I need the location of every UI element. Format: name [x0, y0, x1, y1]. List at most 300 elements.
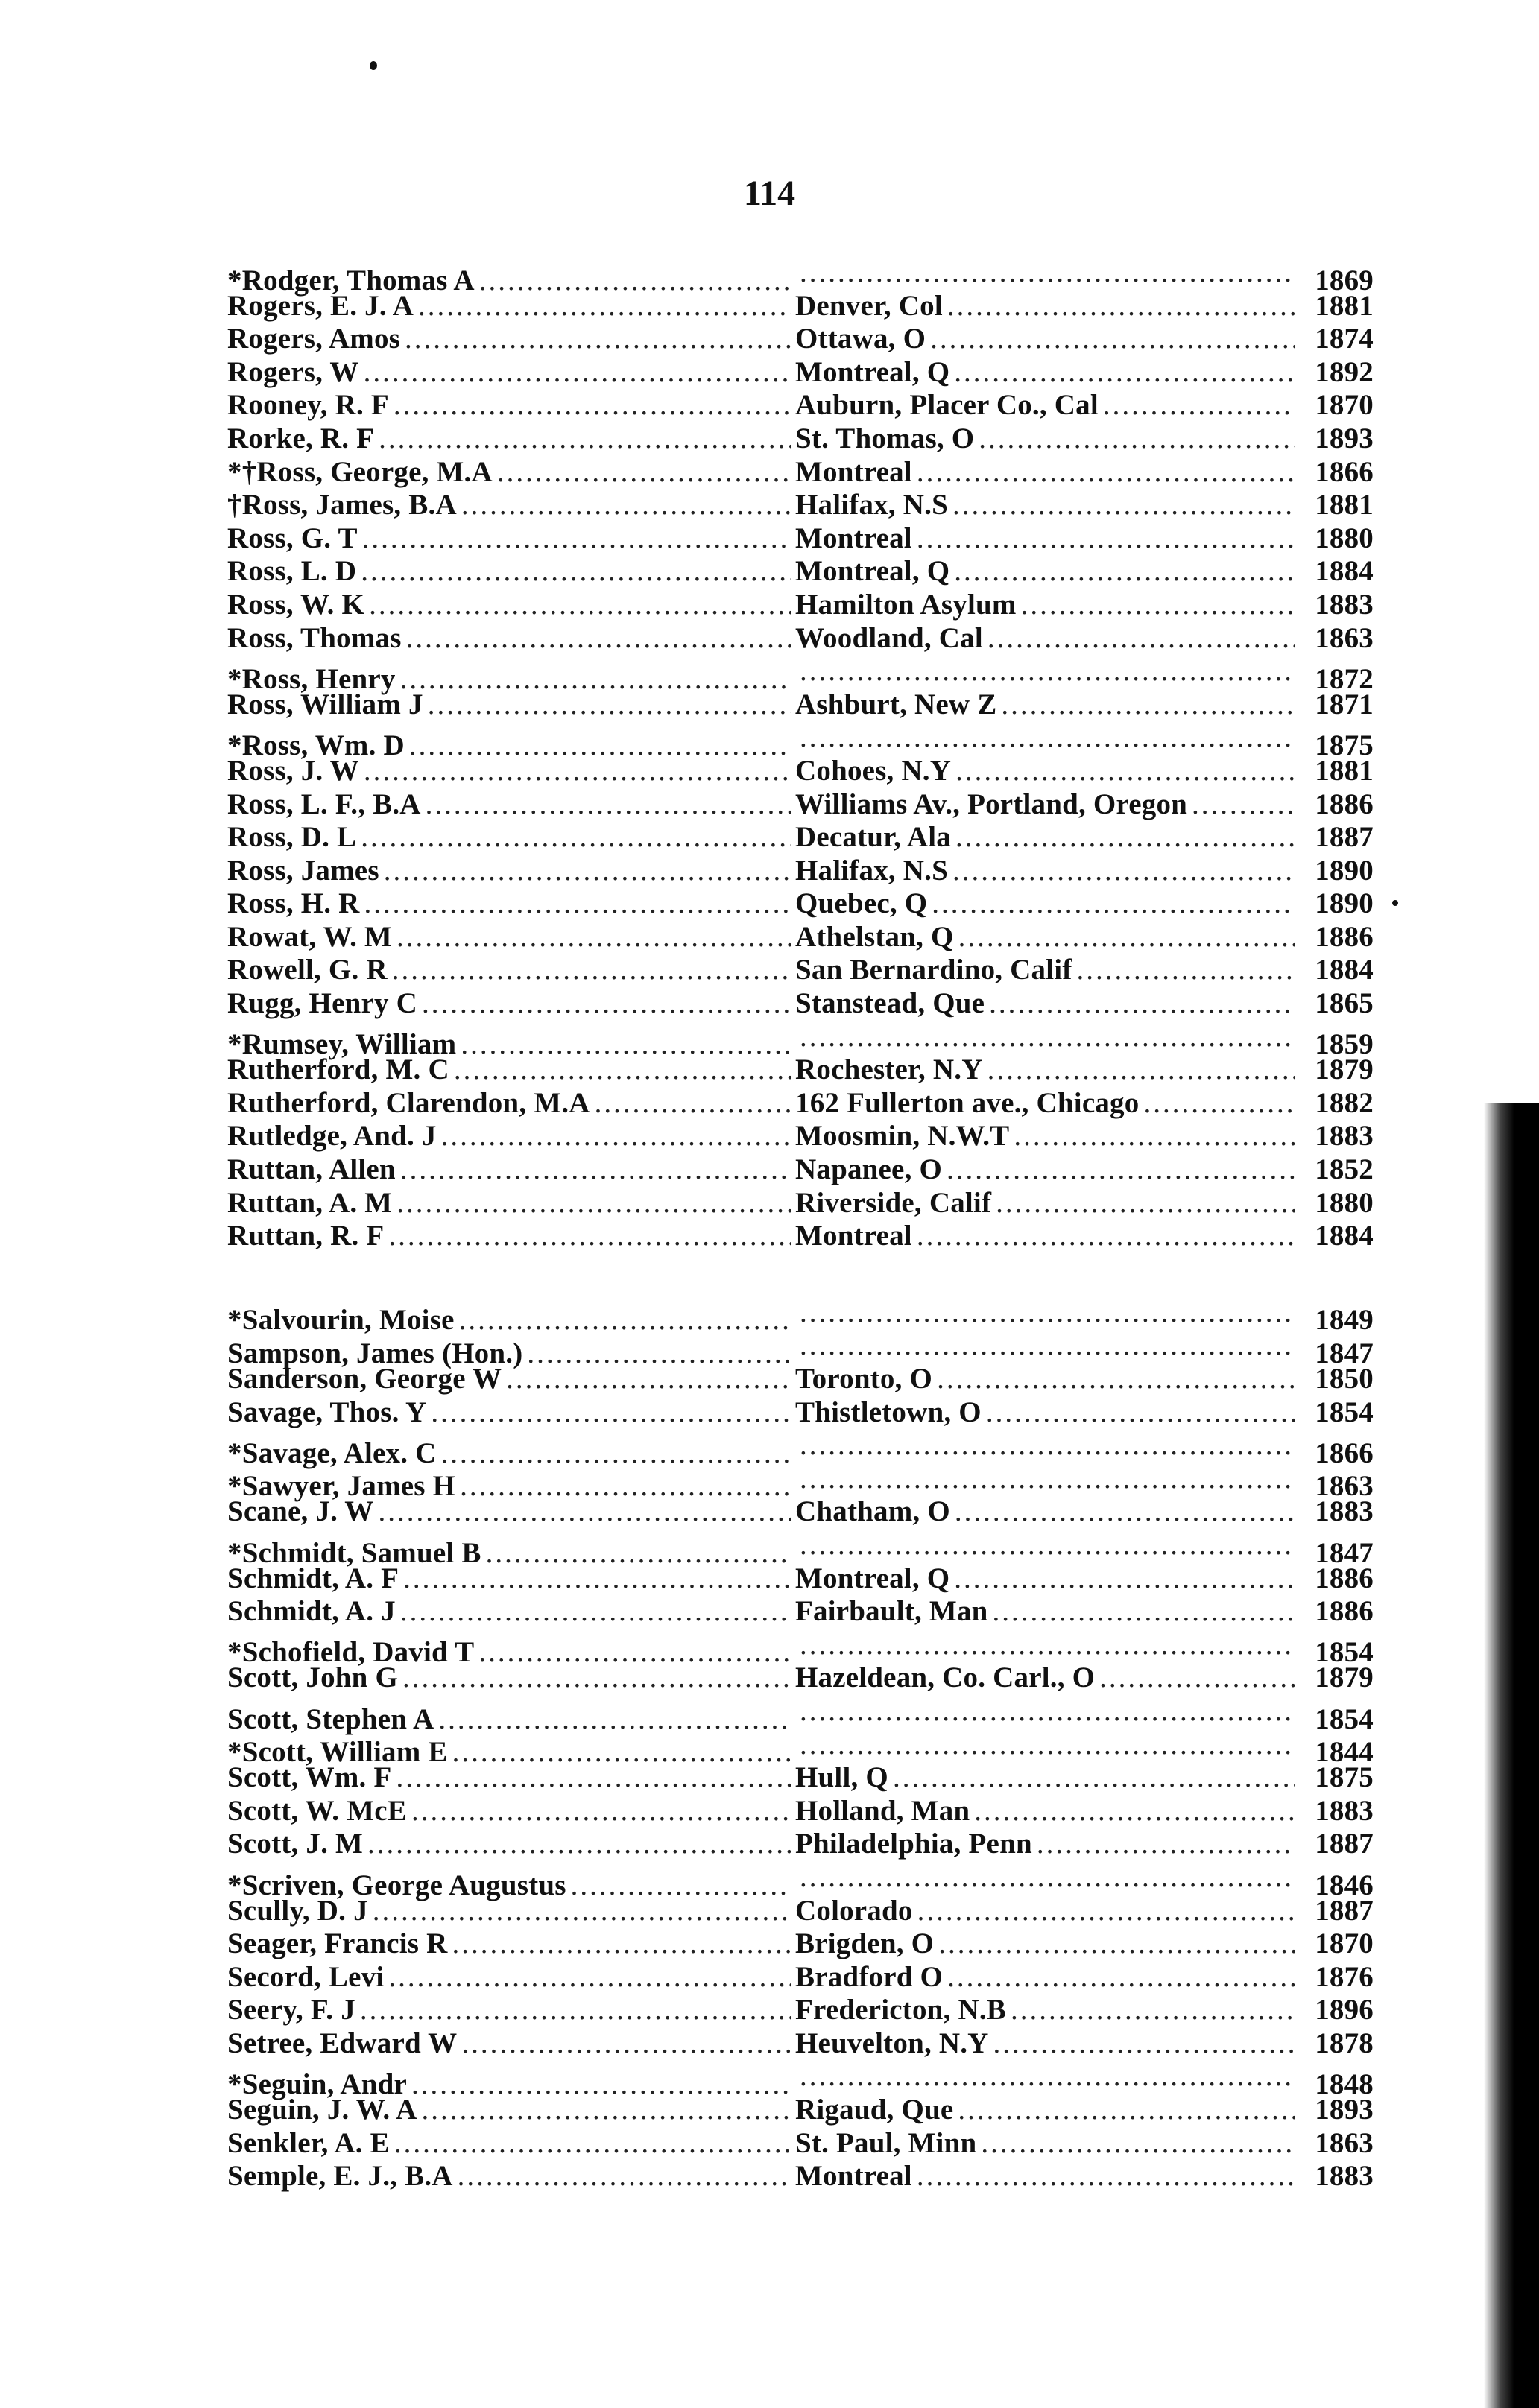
- place-cell: [795, 2127, 1299, 2161]
- directory-entry: [227, 1153, 1374, 1187]
- dot-leader: [989, 987, 1295, 1021]
- dot-leader: [800, 1629, 1295, 1662]
- name-cell: [227, 1363, 795, 1396]
- dot-leader: [364, 887, 791, 921]
- name-cell: [227, 2027, 795, 2061]
- graduation-year: 1875: [1315, 729, 1374, 761]
- residence: San Bernardino, Calif: [795, 954, 1072, 986]
- graduate-name: Rogers, W: [227, 355, 359, 388]
- place-cell: [795, 1463, 1299, 1496]
- graduate-name: Rogers, Amos: [227, 323, 401, 355]
- dot-leader: [800, 655, 1295, 688]
- residence: Thistletown, O: [795, 1395, 982, 1428]
- place-cell: [795, 1828, 1299, 1861]
- directory-entry: [227, 1895, 1374, 1928]
- book-spine-shadow: [1484, 1103, 1539, 2408]
- graduation-year: 1886: [1315, 1595, 1374, 1628]
- residence: Chatham, O: [795, 1495, 950, 1528]
- graduate-name: Ross, G. T: [227, 522, 358, 554]
- graduation-year: 1883: [1315, 1794, 1374, 1827]
- place-cell: [795, 1529, 1299, 1562]
- dot-leader: [955, 755, 1295, 788]
- dot-leader: [955, 1495, 1295, 1529]
- name-cell: [227, 2160, 795, 2193]
- directory-entry: [227, 887, 1374, 921]
- graduation-year: 1893: [1315, 422, 1374, 454]
- dot-leader: [996, 1187, 1295, 1220]
- graduation-year: 1854: [1315, 1395, 1374, 1428]
- name-cell: [227, 522, 795, 556]
- place-cell: [795, 1595, 1299, 1629]
- place-cell: [795, 1895, 1299, 1928]
- name-cell: [227, 1795, 795, 1828]
- graduate-name: Rorke, R. F: [227, 422, 375, 454]
- graduation-year: 1848: [1315, 2068, 1374, 2101]
- graduation-year: 1881: [1315, 489, 1374, 522]
- place-cell: [795, 1363, 1299, 1396]
- name-cell: [227, 821, 795, 855]
- page-number: 114: [743, 174, 796, 213]
- place-cell: [795, 2027, 1299, 2061]
- residence: Heuvelton, N.Y: [795, 2027, 989, 2059]
- residence: Napanee, O: [795, 1153, 942, 1186]
- name-cell: [227, 2094, 795, 2127]
- name-cell: [227, 688, 795, 722]
- dot-leader: [952, 855, 1295, 888]
- name-cell: [227, 1595, 795, 1629]
- residence: Holland, Man: [795, 1794, 970, 1827]
- dot-leader: [947, 1961, 1295, 1994]
- dot-leader: [379, 422, 791, 456]
- graduation-year: 1883: [1315, 2160, 1374, 2193]
- name-cell: [227, 1304, 795, 1337]
- dot-leader: [392, 954, 791, 987]
- graduate-name: Rutherford, Clarendon, M.A: [227, 1086, 590, 1119]
- place-cell: [795, 954, 1299, 987]
- place-cell: [795, 522, 1299, 556]
- dot-leader: [426, 788, 791, 822]
- place-cell: [795, 422, 1299, 456]
- graduation-year: 1872: [1315, 662, 1374, 695]
- name-cell: [227, 1761, 795, 1795]
- graduate-name: *Schmidt, Samuel B: [227, 1536, 481, 1569]
- dot-leader: [1103, 389, 1295, 422]
- place-cell: [795, 887, 1299, 921]
- residence: Montreal: [795, 1220, 912, 1252]
- dot-leader: [497, 456, 791, 489]
- residence: Woodland, Cal: [795, 621, 983, 654]
- place-cell: [795, 688, 1299, 722]
- directory-entry: [227, 1495, 1374, 1529]
- name-cell: [227, 1895, 795, 1928]
- graduation-year: 1852: [1315, 1153, 1374, 1186]
- dot-leader: [800, 256, 1295, 290]
- graduate-name: Sampson, James (Hon.): [227, 1337, 523, 1369]
- name-cell: [227, 1220, 795, 1253]
- graduate-name: Scott, John G: [227, 1661, 399, 1694]
- graduation-year: 1886: [1315, 788, 1374, 820]
- dot-leader: [421, 2094, 791, 2127]
- graduate-name: Scott, J. M: [227, 1828, 363, 1860]
- directory-entry: [227, 1562, 1374, 1596]
- graduate-name: Ross, William J: [227, 688, 423, 720]
- graduate-name: Rugg, Henry C: [227, 987, 418, 1020]
- directory-entry: [227, 821, 1374, 855]
- dot-leader: [595, 1087, 791, 1121]
- place-cell: [795, 2060, 1299, 2094]
- directory-entry: [227, 1187, 1374, 1220]
- dot-leader: [396, 921, 791, 954]
- directory-entry: [227, 489, 1374, 522]
- directory-entry: [227, 954, 1374, 987]
- directory-list: [227, 256, 1374, 2193]
- place-cell: [795, 356, 1299, 390]
- graduate-name: Setree, Edward W: [227, 2027, 458, 2059]
- directory-entry: [227, 290, 1374, 323]
- graduate-name: Ross, Thomas: [227, 621, 402, 654]
- graduate-name: Ross, James: [227, 854, 379, 887]
- name-cell: [227, 1120, 795, 1153]
- dot-leader: [954, 356, 1295, 390]
- place-cell: [795, 589, 1299, 622]
- dot-leader: [993, 2027, 1295, 2061]
- place-cell: [795, 323, 1299, 356]
- graduate-name: *Schofield, David T: [227, 1636, 475, 1669]
- graduation-year: 1879: [1315, 1054, 1374, 1086]
- graduate-name: Ross, W. K: [227, 588, 365, 621]
- directory-entry: [227, 1120, 1374, 1153]
- graduate-name: Rowell, G. R: [227, 954, 388, 986]
- place-cell: [795, 1396, 1299, 1430]
- graduate-name: Ross, J. W: [227, 754, 359, 787]
- directory-entry: [227, 1795, 1374, 1828]
- residence: Stanstead, Que: [795, 987, 985, 1020]
- graduation-year: 1884: [1315, 1220, 1374, 1252]
- place-cell: [795, 1087, 1299, 1121]
- graduation-year: 1881: [1315, 754, 1374, 787]
- graduate-name: *†Ross, George, M.A: [227, 455, 493, 488]
- section-gap: [227, 1253, 1374, 1296]
- graduate-name: Scott, Wm. F: [227, 1761, 392, 1794]
- directory-entry: [227, 855, 1374, 888]
- dot-leader: [384, 855, 791, 888]
- graduation-year: 1878: [1315, 2027, 1374, 2059]
- graduation-year: 1865: [1315, 987, 1374, 1020]
- graduate-name: Sanderson, George W: [227, 1363, 502, 1395]
- place-cell: [795, 1927, 1299, 1961]
- graduation-year: 1863: [1315, 621, 1374, 654]
- residence: Hazeldean, Co. Carl., O: [795, 1661, 1096, 1694]
- place-cell: [795, 1429, 1299, 1463]
- place-cell: [795, 1629, 1299, 1662]
- graduate-name: Schmidt, A. F: [227, 1562, 399, 1594]
- name-cell: [227, 755, 795, 788]
- graduate-name: *Ross, Wm. D: [227, 729, 405, 761]
- dot-leader: [987, 1054, 1295, 1087]
- directory-entry: [227, 1054, 1374, 1087]
- directory-entry: [227, 655, 1374, 695]
- residence: Montreal, Q: [795, 355, 950, 388]
- name-cell: [227, 356, 795, 390]
- dot-leader: [441, 1120, 791, 1153]
- dot-leader: [917, 1895, 1295, 1928]
- directory-entry: [227, 1828, 1374, 1861]
- graduate-name: *Savage, Alex. C: [227, 1436, 437, 1469]
- dot-leader: [379, 1495, 791, 1529]
- place-cell: [795, 1153, 1299, 1187]
- residence: Colorado: [795, 1894, 913, 1927]
- name-cell: [227, 323, 795, 356]
- graduation-year: 1883: [1315, 1120, 1374, 1153]
- place-cell: [795, 389, 1299, 422]
- place-cell: [795, 1021, 1299, 1054]
- dot-leader: [360, 1994, 791, 2027]
- residence: 162 Fullerton ave., Chicago: [795, 1086, 1140, 1119]
- dot-leader: [461, 2027, 791, 2061]
- residence: Ashburt, New Z: [795, 688, 997, 720]
- place-cell: [795, 1695, 1299, 1729]
- dot-leader: [937, 1363, 1295, 1396]
- graduate-name: Ruttan, Allen: [227, 1153, 396, 1186]
- graduate-name: Scott, W. McE: [227, 1794, 407, 1827]
- dot-leader: [947, 290, 1295, 323]
- directory-entry: [227, 1529, 1374, 1569]
- residence: Decatur, Ala: [795, 821, 951, 854]
- dot-leader: [459, 1304, 791, 1337]
- name-cell: [227, 1396, 795, 1430]
- directory-entry: [227, 356, 1374, 390]
- residence: Cohoes, N.Y: [795, 754, 952, 787]
- graduation-year: 1887: [1315, 821, 1374, 854]
- place-cell: [795, 655, 1299, 688]
- graduate-name: Ross, D. L: [227, 821, 357, 854]
- dot-leader: [800, 1861, 1295, 1895]
- graduate-name: Ruttan, A. M: [227, 1186, 393, 1219]
- dot-leader: [367, 1828, 791, 1861]
- place-cell: [795, 555, 1299, 589]
- name-cell: [227, 422, 795, 456]
- place-cell: [795, 855, 1299, 888]
- place-cell: [795, 2094, 1299, 2127]
- dot-leader: [1143, 1087, 1295, 1121]
- dot-leader: [428, 688, 791, 722]
- dot-leader: [917, 522, 1295, 556]
- graduation-year: 1890: [1315, 854, 1374, 887]
- dot-leader: [361, 555, 791, 589]
- dot-leader: [441, 1437, 791, 1471]
- graduation-year: 1879: [1315, 1661, 1374, 1694]
- directory-entry: [227, 1396, 1374, 1430]
- residence: Williams Av., Portland, Oregon: [795, 788, 1188, 820]
- place-cell: [795, 921, 1299, 954]
- residence: Fairbault, Man: [795, 1595, 988, 1628]
- place-cell: [795, 456, 1299, 489]
- place-cell: [795, 1329, 1299, 1363]
- directory-entry: [227, 1927, 1374, 1961]
- dot-leader: [992, 1595, 1295, 1629]
- graduate-name: Semple, E. J., B.A: [227, 2160, 453, 2193]
- residence: Riverside, Calif: [795, 1186, 992, 1219]
- name-cell: [227, 555, 795, 589]
- name-cell: [227, 1828, 795, 1861]
- name-cell: [227, 622, 795, 656]
- dot-leader: [361, 821, 791, 855]
- graduation-year: 1849: [1315, 1304, 1374, 1337]
- name-cell: [227, 887, 795, 921]
- graduation-year: 1859: [1315, 1028, 1374, 1061]
- graduation-year: 1866: [1315, 1436, 1374, 1469]
- graduation-year: 1847: [1315, 1536, 1374, 1569]
- dot-leader: [364, 356, 791, 390]
- place-cell: [795, 1120, 1299, 1153]
- dot-leader: [958, 2094, 1295, 2127]
- graduate-name: Ross, L. F., B.A: [227, 788, 421, 820]
- dot-leader: [800, 1695, 1295, 1729]
- print-speck: [370, 61, 377, 70]
- graduate-name: Scane, J. W: [227, 1495, 374, 1528]
- directory-entry: [227, 522, 1374, 556]
- directory-entry: [227, 389, 1374, 422]
- directory-entry: [227, 1087, 1374, 1121]
- name-cell: [227, 1703, 795, 1737]
- graduation-year: 1883: [1315, 1495, 1374, 1528]
- directory-entry: [227, 589, 1374, 622]
- residence: Hull, Q: [795, 1761, 888, 1794]
- graduate-name: Seager, Francis R: [227, 1927, 448, 1960]
- graduation-year: 1886: [1315, 1562, 1374, 1594]
- dot-leader: [932, 887, 1295, 921]
- dot-leader: [979, 422, 1295, 456]
- graduation-year: 1875: [1315, 1761, 1374, 1794]
- residence: Montreal, Q: [795, 1562, 950, 1594]
- directory-entry: [227, 1861, 1374, 1901]
- name-cell: [227, 1661, 795, 1695]
- graduation-year: 1869: [1315, 264, 1374, 297]
- dot-leader: [461, 489, 791, 522]
- directory-entry: [227, 2094, 1374, 2127]
- dot-leader: [1077, 954, 1295, 987]
- dot-leader: [418, 290, 791, 323]
- residence: Athelstan, Q: [795, 920, 954, 953]
- place-cell: [795, 821, 1299, 855]
- graduation-year: 1854: [1315, 1636, 1374, 1669]
- name-cell: [227, 1927, 795, 1961]
- dot-leader: [388, 1220, 791, 1253]
- name-cell: [227, 1054, 795, 1087]
- graduate-name: Rooney, R. F: [227, 389, 389, 422]
- dot-leader: [400, 1595, 791, 1629]
- directory-entry: [227, 2160, 1374, 2193]
- directory-entry: [227, 1761, 1374, 1795]
- residence: Toronto, O: [795, 1363, 933, 1395]
- directory-entry: [227, 688, 1374, 722]
- dot-leader: [1011, 1994, 1295, 2027]
- place-cell: [795, 721, 1299, 755]
- dot-leader: [800, 1021, 1295, 1054]
- dot-leader: [422, 987, 791, 1021]
- dot-leader: [930, 323, 1295, 356]
- graduation-year: 1870: [1315, 1927, 1374, 1960]
- name-cell: [227, 921, 795, 954]
- residence: Philadelphia, Penn: [795, 1828, 1032, 1860]
- dot-leader: [987, 622, 1295, 656]
- dot-leader: [405, 323, 791, 356]
- graduate-name: *Rumsey, William: [227, 1028, 457, 1061]
- directory-entry: [227, 1220, 1374, 1253]
- dot-leader: [1021, 589, 1295, 622]
- dot-leader: [917, 1220, 1295, 1253]
- graduation-year: 1850: [1315, 1363, 1374, 1395]
- print-speck: [1392, 900, 1398, 906]
- directory-entry: [227, 1429, 1374, 1469]
- place-cell: [795, 987, 1299, 1021]
- dot-leader: [917, 456, 1295, 489]
- residence: Halifax, N.S: [795, 489, 948, 522]
- residence: Montreal: [795, 522, 912, 554]
- dot-leader: [893, 1761, 1295, 1795]
- name-cell: [227, 589, 795, 622]
- directory-entry: [227, 1961, 1374, 1994]
- directory-entry: [227, 1296, 1374, 1337]
- dot-leader: [373, 1895, 791, 1928]
- place-cell: [795, 1961, 1299, 1994]
- place-cell: [795, 1054, 1299, 1087]
- graduation-year: 1854: [1315, 1702, 1374, 1735]
- graduate-name: Rowat, W. M: [227, 920, 393, 953]
- directory-entry: [227, 1629, 1374, 1669]
- dot-leader: [1192, 788, 1295, 822]
- graduation-year: 1871: [1315, 688, 1374, 720]
- directory-entry: [227, 1661, 1374, 1695]
- place-cell: [795, 2160, 1299, 2193]
- dot-leader: [958, 921, 1295, 954]
- dot-leader: [452, 1927, 791, 1961]
- directory-entry: [227, 755, 1374, 788]
- directory-entry: [227, 2127, 1374, 2161]
- graduate-name: Senkler, A. E: [227, 2126, 390, 2159]
- graduation-year: 1874: [1315, 323, 1374, 355]
- graduate-name: Secord, Levi: [227, 1960, 385, 1993]
- dot-leader: [952, 489, 1295, 522]
- dot-leader: [364, 755, 791, 788]
- dot-leader: [396, 1187, 791, 1220]
- name-cell: [227, 1437, 795, 1471]
- place-cell: [795, 788, 1299, 822]
- directory-entry: [227, 555, 1374, 589]
- name-cell: [227, 456, 795, 489]
- graduation-year: 1893: [1315, 2094, 1374, 2126]
- name-cell: [227, 987, 795, 1021]
- graduation-year: 1870: [1315, 389, 1374, 422]
- graduation-year: 1880: [1315, 1186, 1374, 1219]
- place-cell: [795, 1994, 1299, 2027]
- name-cell: [227, 954, 795, 987]
- dot-leader: [369, 589, 791, 622]
- dot-leader: [938, 1927, 1295, 1961]
- dot-leader: [400, 1153, 791, 1187]
- graduate-name: †Ross, James, B.A: [227, 489, 457, 522]
- dot-leader: [974, 1795, 1295, 1828]
- residence: Bradford O: [795, 1960, 944, 1993]
- directory-entry: [227, 1363, 1374, 1396]
- directory-entry: [227, 721, 1374, 761]
- dot-leader: [955, 821, 1295, 855]
- graduate-name: Seery, F. J: [227, 1994, 355, 2027]
- residence: Montreal, Q: [795, 555, 950, 588]
- name-cell: [227, 1087, 795, 1121]
- dot-leader: [800, 2060, 1295, 2094]
- dot-leader: [362, 522, 791, 556]
